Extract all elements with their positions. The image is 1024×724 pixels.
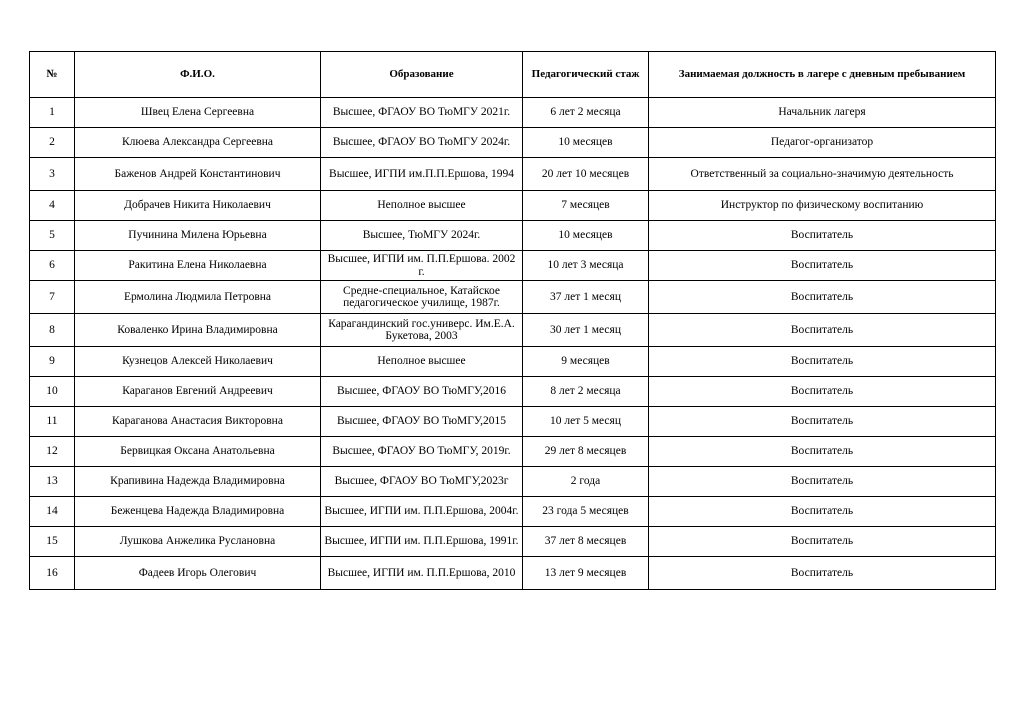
cell-experience: 10 лет 5 месяц xyxy=(523,407,649,437)
table-row xyxy=(30,158,996,191)
table-row xyxy=(30,557,996,590)
cell-position: Воспитатель xyxy=(649,527,996,557)
cell-education: Высшее, ИГПИ им.П.П.Ершова, 1994 xyxy=(321,158,523,191)
cell-position: Воспитатель xyxy=(649,407,996,437)
cell-full-name: Швец Елена Сергеевна xyxy=(75,98,321,128)
cell-education: Высшее, ФГАОУ ВО ТюМГУ 2021г. xyxy=(321,98,523,128)
table-row xyxy=(30,527,996,557)
cell-education: Высшее, ФГАОУ ВО ТюМГУ, 2019г. xyxy=(321,437,523,467)
cell-position: Воспитатель xyxy=(649,347,996,377)
cell-position: Воспитатель xyxy=(649,557,996,590)
cell-number: 9 xyxy=(30,347,75,377)
cell-full-name: Караганова Анастасия Викторовна xyxy=(75,407,321,437)
cell-education: Высшее, ФГАОУ ВО ТюМГУ,2023г xyxy=(321,467,523,497)
cell-experience: 9 месяцев xyxy=(523,347,649,377)
cell-education: Неполное высшее xyxy=(321,191,523,221)
cell-full-name: Пучинина Милена Юрьевна xyxy=(75,221,321,251)
cell-experience: 6 лет 2 месяца xyxy=(523,98,649,128)
cell-experience: 23 года 5 месяцев xyxy=(523,497,649,527)
table-row xyxy=(30,314,996,347)
cell-experience: 7 месяцев xyxy=(523,191,649,221)
table-row xyxy=(30,377,996,407)
cell-position: Воспитатель xyxy=(649,467,996,497)
cell-experience: 30 лет 1 месяц xyxy=(523,314,649,347)
cell-position: Воспитатель xyxy=(649,221,996,251)
cell-full-name: Бервицкая Оксана Анатольевна xyxy=(75,437,321,467)
staff-table xyxy=(29,51,996,590)
cell-position: Ответственный за социально-значимую деятельность xyxy=(649,158,996,191)
cell-education: Карагандинский гос.универс. Им.Е.А. Букетова, 2003 xyxy=(321,314,523,347)
cell-full-name: Ракитина Елена Николаевна xyxy=(75,251,321,281)
cell-full-name: Баженов Андрей Константинович xyxy=(75,158,321,191)
table-header-row xyxy=(30,52,996,98)
cell-experience: 13 лет 9 месяцев xyxy=(523,557,649,590)
cell-number: 6 xyxy=(30,251,75,281)
cell-full-name: Добрачев Никита Николаевич xyxy=(75,191,321,221)
header-number: № xyxy=(30,52,75,98)
cell-number: 15 xyxy=(30,527,75,557)
cell-position: Начальник лагеря xyxy=(649,98,996,128)
table-body xyxy=(30,98,996,590)
header-position: Занимаемая должность в лагере с дневным пребыванием xyxy=(649,52,996,98)
cell-number: 3 xyxy=(30,158,75,191)
cell-education: Высшее, ТюМГУ 2024г. xyxy=(321,221,523,251)
cell-number: 10 xyxy=(30,377,75,407)
cell-full-name: Ермолина Людмила Петровна xyxy=(75,281,321,314)
cell-full-name: Беженцева Надежда Владимировна xyxy=(75,497,321,527)
cell-number: 7 xyxy=(30,281,75,314)
table-row xyxy=(30,128,996,158)
cell-number: 5 xyxy=(30,221,75,251)
cell-full-name: Кузнецов Алексей Николаевич xyxy=(75,347,321,377)
cell-experience: 29 лет 8 месяцев xyxy=(523,437,649,467)
cell-position: Воспитатель xyxy=(649,377,996,407)
table-row xyxy=(30,251,996,281)
cell-number: 8 xyxy=(30,314,75,347)
cell-experience: 37 лет 1 месяц xyxy=(523,281,649,314)
cell-experience: 2 года xyxy=(523,467,649,497)
cell-number: 12 xyxy=(30,437,75,467)
cell-position: Педагог-организатор xyxy=(649,128,996,158)
cell-education: Высшее, ФГАОУ ВО ТюМГУ 2024г. xyxy=(321,128,523,158)
cell-full-name: Караганов Евгений Андреевич xyxy=(75,377,321,407)
cell-number: 13 xyxy=(30,467,75,497)
table-row xyxy=(30,281,996,314)
table-row xyxy=(30,497,996,527)
table-row xyxy=(30,191,996,221)
cell-education: Высшее, ИГПИ им. П.П.Ершова, 2004г. xyxy=(321,497,523,527)
cell-position: Инструктор по физическому воспитанию xyxy=(649,191,996,221)
cell-full-name: Клюева Александра Сергеевна xyxy=(75,128,321,158)
cell-experience: 10 лет 3 месяца xyxy=(523,251,649,281)
cell-experience: 20 лет 10 месяцев xyxy=(523,158,649,191)
table-row xyxy=(30,407,996,437)
cell-number: 16 xyxy=(30,557,75,590)
cell-full-name: Лушкова Анжелика Руслановна xyxy=(75,527,321,557)
cell-number: 14 xyxy=(30,497,75,527)
table-row xyxy=(30,347,996,377)
cell-education: Высшее, ФГАОУ ВО ТюМГУ,2015 xyxy=(321,407,523,437)
cell-number: 4 xyxy=(30,191,75,221)
table-row xyxy=(30,437,996,467)
table-row xyxy=(30,221,996,251)
cell-education: Высшее, ИГПИ им. П.П.Ершова, 1991г. xyxy=(321,527,523,557)
cell-education: Средне-специальное, Катайское педагогическое училище, 1987г. xyxy=(321,281,523,314)
cell-experience: 10 месяцев xyxy=(523,221,649,251)
cell-experience: 10 месяцев xyxy=(523,128,649,158)
cell-experience: 37 лет 8 месяцев xyxy=(523,527,649,557)
cell-full-name: Коваленко Ирина Владимировна xyxy=(75,314,321,347)
cell-full-name: Фадеев Игорь Олегович xyxy=(75,557,321,590)
header-full-name: Ф.И.О. xyxy=(75,52,321,98)
table-row xyxy=(30,467,996,497)
cell-number: 11 xyxy=(30,407,75,437)
header-education: Образование xyxy=(321,52,523,98)
cell-education: Неполное высшее xyxy=(321,347,523,377)
cell-education: Высшее, ИГПИ им. П.П.Ершова, 2010 xyxy=(321,557,523,590)
header-experience: Педагогический стаж xyxy=(523,52,649,98)
cell-experience: 8 лет 2 месяца xyxy=(523,377,649,407)
cell-education: Высшее, ФГАОУ ВО ТюМГУ,2016 xyxy=(321,377,523,407)
cell-position: Воспитатель xyxy=(649,251,996,281)
cell-position: Воспитатель xyxy=(649,281,996,314)
cell-position: Воспитатель xyxy=(649,437,996,467)
cell-full-name: Крапивина Надежда Владимировна xyxy=(75,467,321,497)
cell-position: Воспитатель xyxy=(649,314,996,347)
cell-position: Воспитатель xyxy=(649,497,996,527)
table-row xyxy=(30,98,996,128)
cell-number: 1 xyxy=(30,98,75,128)
cell-number: 2 xyxy=(30,128,75,158)
cell-education: Высшее, ИГПИ им. П.П.Ершова. 2002 г. xyxy=(321,251,523,281)
